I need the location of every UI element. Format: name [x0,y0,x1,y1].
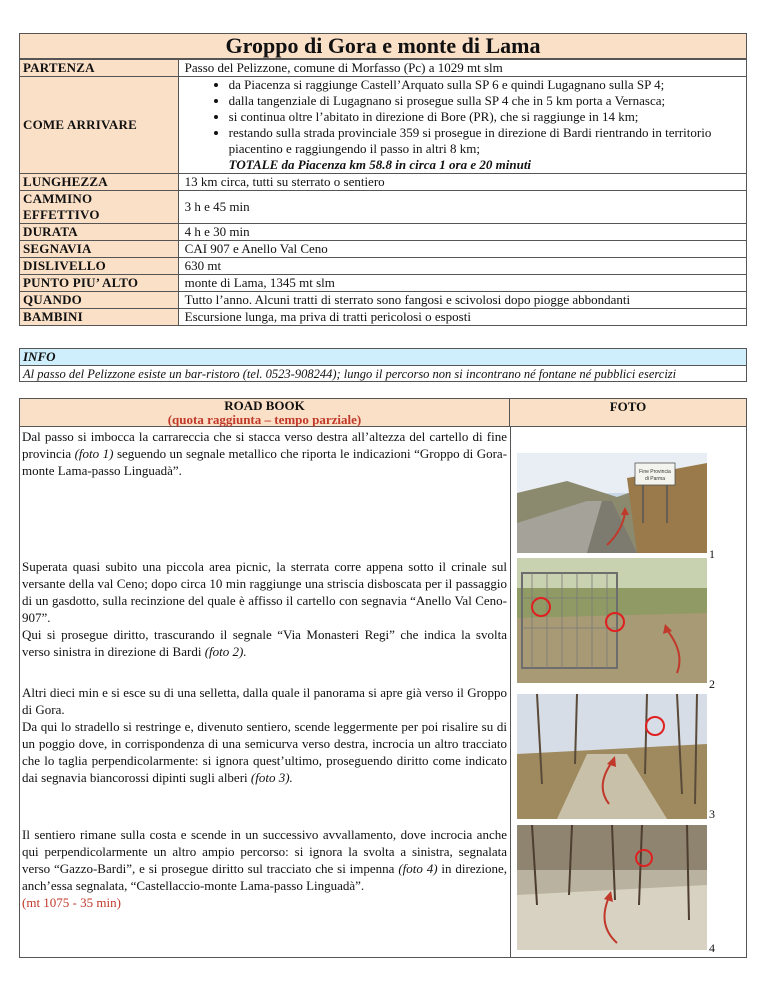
value-bambini: Escursione lunga, ma priva di tratti pericolosi o esposti [178,309,746,326]
directions-item: • si continua oltre l’abitato in direzione di Bore (PR), che si raggiunge in 14 km; [229,109,743,125]
p4-text-a: Il sentiero rimane sulla costa e scende in un successivo avvallamento, dove incrocia anche qui perpendicolarmente un altro ampio percorso: si ignora la svolta a sinistra, segnalata verso “Gazzo-Bardi”, e si prosegue diritto sul tracciato che si impenna [22,827,507,876]
photo-3-image [517,694,707,819]
row-dislivello [20,258,747,275]
value-durata: 4 h e 30 min [178,224,746,241]
directions-item: • dalla tangenziale di Lugagnano si prosegue sulla SP 4 che in 5 km porta a Vernasca; [229,93,743,109]
value-quando: Tutto l’anno. Alcuni tratti di sterrato sono fangosi e scivolosi dopo piogge abbondanti [178,292,746,309]
label-punto-alto: PUNTO PIU’ ALTO [20,275,179,292]
foto-heading: FOTO [510,399,746,427]
roadbook-paragraph-1 [22,428,507,479]
totale-text: TOTALE da Piacenza km 58.8 in circa 1 ora e 20 minuti [228,157,532,172]
p2-photo-ref: (foto 2). [204,644,247,659]
p4-photo-ref: (foto 4) [398,861,438,876]
photo-2-number: 2 [709,677,715,691]
p3-text-a: Altri dieci min e si esce su di una selletta, dalla quale il panorama si apre già verso il Groppo di Gora. [22,685,507,717]
roadbook-subheading: (quota raggiunta – tempo parziale) [167,412,362,427]
value-come-arrivare [178,77,746,174]
row-come-arrivare [20,77,747,174]
info-heading: INFO [20,349,746,366]
row-bambini [20,309,747,326]
roadbook-paragraph-4 [22,826,507,911]
directions-item: • restando sulla strada provinciale 359 si prosegue in direzione di Bardi rientrando in territorio piacentino e raggiungendo il passo in altri 8 km; [229,125,743,157]
photo-4-image [517,825,707,950]
value-lunghezza: 13 km circa, tutti su sterrato o sentiero [178,174,746,191]
p4-text-b: in direzione, anch’essa segnalata, “Castellaccio-monte Lama-passo Linguadà”. [22,861,508,893]
directions-list [185,77,743,157]
sign-text-2: di Parma [644,476,666,482]
row-durata [20,224,747,241]
p3-text-b: Da qui lo stradello si restringe e, divenuto sentiero, scende leggermente per poi risalire su di un poggio dove, in corrispondenza di una semicurva verso destra, incrocia un altro tracciato che lo taglia perpendicolarmente: si ignora quest’ultimo, proseguendo diritto come indicato dai segnavia biancorossi dipinti sugli alberi [22,719,507,785]
p1-text-b: seguendo un segnale metallico che riporta le indicazioni “Groppo di Gora-monte Lama-passo Linguadà”. [22,446,508,478]
label-bambini: BAMBINI [20,309,179,326]
p3-photo-ref: (foto 3). [250,770,293,785]
label-quando: QUANDO [20,292,179,309]
roadbook-paragraph-2 [22,558,507,660]
roadbook-paragraph-3 [22,684,507,786]
photo-2-image [517,558,707,683]
sign-text-1: Fine Provincia [639,469,671,475]
photo-1-number: 1 [709,547,715,561]
info-table [19,59,747,326]
value-partenza: Passo del Pelizzone, comune di Morfasso (Pc) a 1029 mt slm [178,60,746,77]
value-segnavia: CAI 907 e Anello Val Ceno [178,241,746,258]
label-come-arrivare: COME ARRIVARE [20,77,179,174]
info-box [19,348,747,382]
photo-2 [517,558,715,691]
row-cammino [20,191,747,224]
row-quando [20,292,747,309]
row-partenza [20,60,747,77]
label-lunghezza: LUNGHEZZA [20,174,179,191]
value-punto-alto: monte di Lama, 1345 mt slm [178,275,746,292]
label-cammino-line1: CAMMINO [23,191,93,206]
p1-text-a: Dal passo si imbocca la carrareccia che si stacca verso destra all’altezza del cartello di fine provincia [22,429,507,461]
roadbook-header [20,399,510,427]
photo-1 [517,453,715,561]
p2-text-b: Qui si prosegue diritto, trascurando il segnale “Via Monasteri Regi” che indica la svolta verso sinistra in direzione di Bardi [22,627,507,659]
label-cammino [20,191,179,224]
roadbook-heading: ROAD BOOK [224,398,305,413]
label-cammino-line2: EFFETTIVO [23,207,100,222]
page-title: Groppo di Gora e monte di Lama [19,33,747,59]
directions-item: • da Piacenza si raggiunge Castell’Arquato sulla SP 6 e quindi Lugagnano sulla SP 4; [229,77,743,93]
label-segnavia: SEGNAVIA [20,241,179,258]
label-durata: DURATA [20,224,179,241]
label-dislivello: DISLIVELLO [20,258,179,275]
row-segnavia [20,241,747,258]
photo-4-number: 4 [709,941,715,955]
value-dislivello: 630 mt [178,258,746,275]
roadbook-table [19,398,747,958]
p1-photo-ref: (foto 1) [74,446,114,461]
row-punto-alto [20,275,747,292]
p2-text-a: Superata quasi subito una piccola area picnic, la sterrata corre appena sotto il crinale sul versante della val Ceno; dopo circa 10 min raggiunge una striscia disboscata per il passaggio di un gasdotto, sulla recinzione del quale è affisso il cartello con segnavia “Anello Val Ceno-907”. [22,559,507,625]
photo-3-number: 3 [709,807,715,821]
photo-4 [517,825,715,955]
photo-1-image [517,453,707,553]
value-cammino: 3 h e 45 min [178,191,746,224]
label-partenza: PARTENZA [20,60,179,77]
row-lunghezza [20,174,747,191]
p4-quota: (mt 1075 - 35 min) [22,895,121,910]
column-divider [510,427,511,957]
info-text: Al passo del Pelizzone esiste un bar-ristoro (tel. 0523-908244); lungo il percorso non si incontrano né fontane né pubblici esercizi [23,367,677,381]
photo-3 [517,694,715,821]
